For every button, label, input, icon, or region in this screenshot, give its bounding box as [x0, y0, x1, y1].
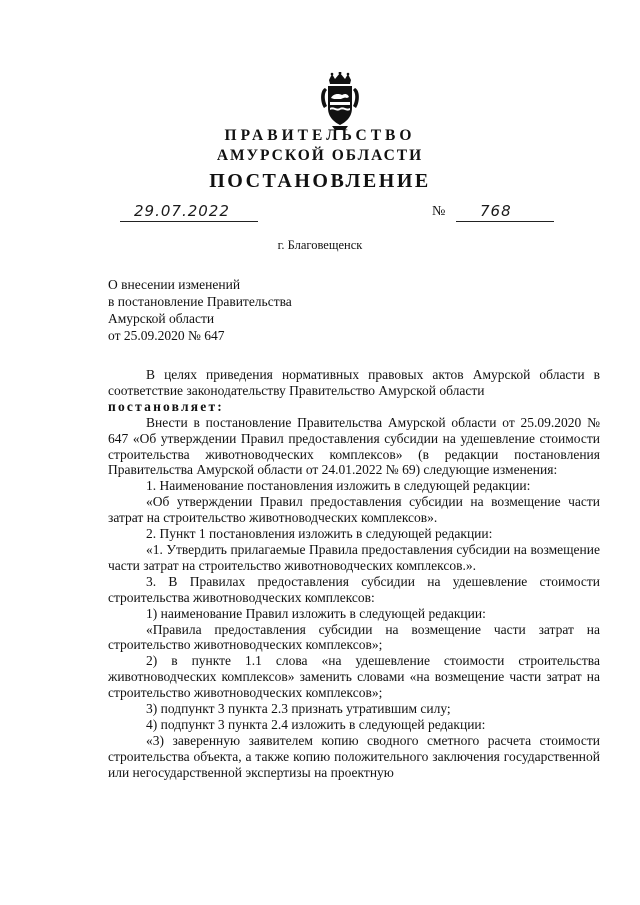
subject-line: от 25.09.2020 № 647	[108, 328, 225, 343]
body-paragraph: 2) в пункте 1.1 слова «на удешевление стоимости строительства животноводческих комплексов» заменить словами «на возмещение части затрат на строительство животноводческих комплексов»;	[108, 653, 600, 701]
number-field	[456, 199, 554, 222]
date-field	[120, 199, 258, 222]
decree-word-text: постановляет:	[108, 398, 224, 414]
number-sign-label: №	[432, 204, 446, 219]
body-paragraph: 3) подпункт 3 пункта 2.3 признать утратившим силу;	[146, 701, 451, 717]
body-paragraph: Внести в постановление Правительства Амурской области от 25.09.2020 № 647 «Об утверждении Правил предоставления субсидии на удешевление стоимости строительства животноводческих комплексов» (в редакции постановления Правительства Амурской области от 24.01.2022 № 69) следующие изменения:	[108, 414, 600, 478]
body-paragraph: 1. Наименование постановления изложить в следующей редакции:	[146, 478, 531, 494]
body-paragraph: «Об утверждении Правил предоставления субсидии на возмещение части затрат на строительство животноводческих комплексов».	[108, 494, 600, 526]
handwritten-number: 768	[480, 202, 512, 220]
body-paragraph: «3) заверенную заявителем копию сводного сметного расчета стоимости строительства объекта, а также копию положительного заключения государственной или негосударственной экспертизы на проектную	[108, 732, 600, 780]
government-title: ПРАВИТЕЛЬСТВО	[224, 127, 416, 144]
city-label: г. Благовещенск	[277, 238, 363, 252]
body-paragraph: 2. Пункт 1 постановления изложить в следующей редакции:	[146, 526, 493, 542]
body-paragraph: «1. Утвердить прилагаемые Правила предоставления субсидии на возмещение части затрат на строительство животноводческих комплексов.».	[108, 541, 600, 573]
subject-line: О внесении изменений	[108, 277, 241, 292]
amur-region-coat-of-arms-icon	[317, 72, 363, 132]
body-paragraph: 3. В Правилах предоставления субсидии на удешевление стоимости строительства животноводческих комплексов:	[108, 573, 600, 605]
subject-line: в постановление Правительства	[108, 294, 292, 309]
body-paragraph: «Правила предоставления субсидии на возмещение части затрат на строительство животноводческих комплексов»;	[108, 621, 600, 653]
document-type-title: ПОСТАНОВЛЕНИЕ	[209, 170, 431, 192]
document-subject	[108, 276, 292, 344]
subject-line: Амурской области	[108, 311, 215, 326]
region-title: АМУРСКОЙ ОБЛАСТИ	[216, 147, 424, 164]
document-body	[108, 367, 600, 781]
body-paragraph: 1) наименование Правил изложить в следующей редакции:	[146, 605, 486, 621]
handwritten-date: 29.07.2022	[134, 202, 230, 220]
body-paragraph: 4) подпункт 3 пункта 2.4 изложить в следующей редакции:	[146, 716, 486, 732]
intro-paragraph: В целях приведения нормативных правовых актов Амурской области в соответствие законодательству Правительство Амурской области	[108, 367, 600, 398]
decree-word	[108, 399, 600, 415]
